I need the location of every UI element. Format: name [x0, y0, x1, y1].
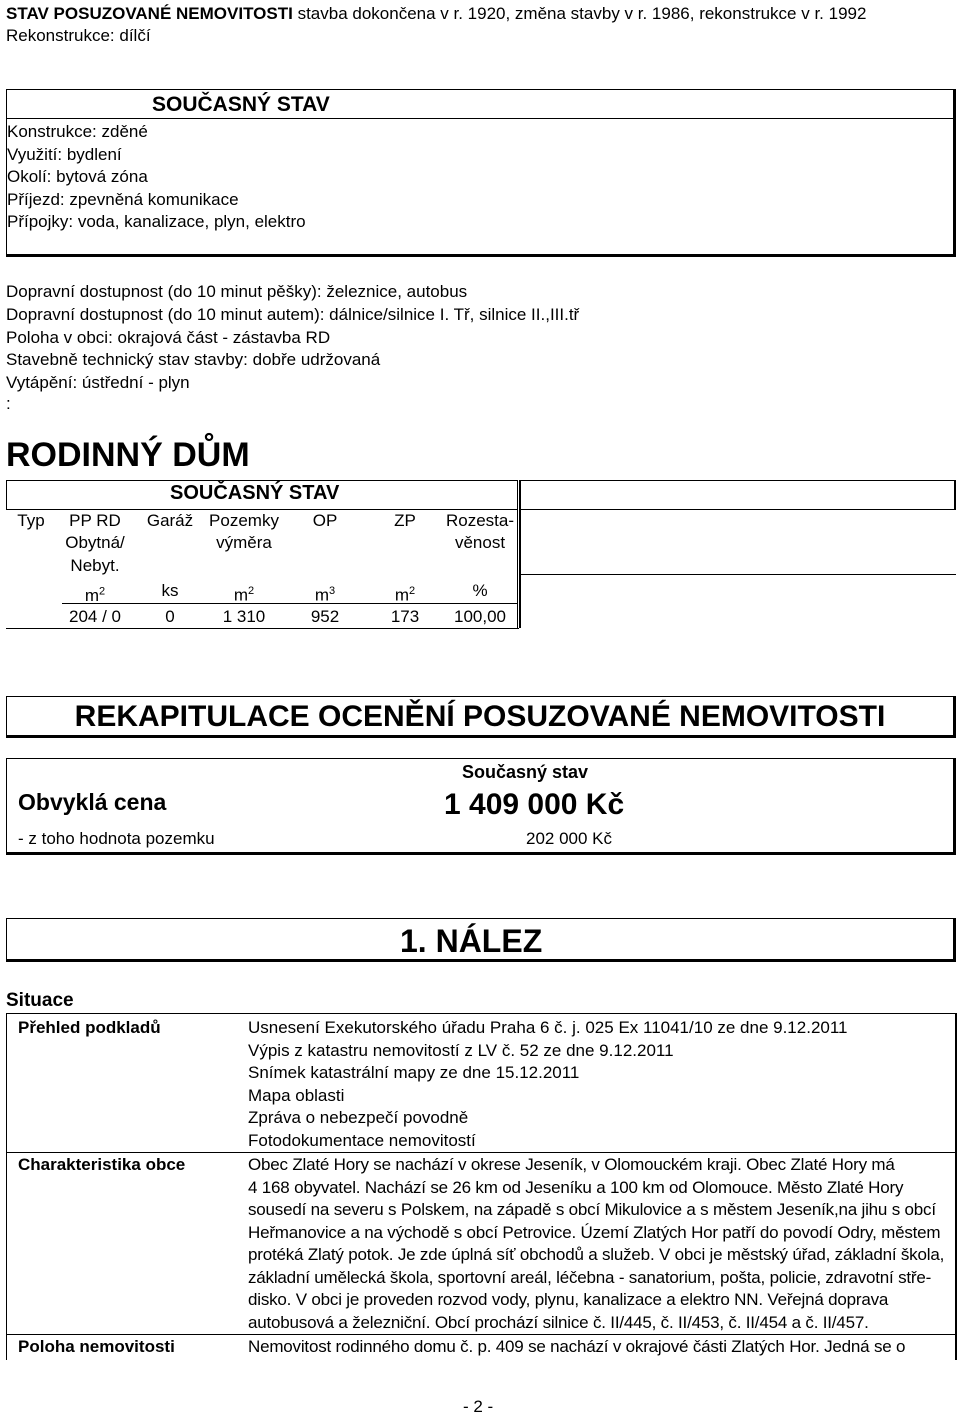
col-header-zp: ZP: [394, 511, 416, 530]
page-number: - 2 -: [463, 1397, 494, 1416]
municipality-line: disko. V obci je proveden rozvod vody, plynu, kanalizace a elektro NN. Veřejná doprava: [248, 1290, 889, 1309]
col-header-floor-area: PP RD: [69, 511, 121, 530]
location-label: Poloha nemovitosti: [18, 1337, 175, 1356]
col-header-floor-area-2: Obytná/: [65, 533, 125, 552]
value-land: 1 310: [222, 607, 266, 626]
current-state-title: SOUČASNÝ STAV: [152, 93, 330, 116]
finding-title: 1. NÁLEZ: [400, 923, 543, 959]
recap-land-value: 202 000 Kč: [526, 829, 613, 848]
header-construction-dates: stavba dokončena v r. 1920, změna stavby v r. 1986, rekonstrukce v r. 1992: [297, 4, 867, 23]
unit-floor-area: [62, 581, 128, 606]
municipality-label: Charakteristika obce: [18, 1155, 186, 1174]
current-state-item: Konstrukce: zděné: [7, 122, 148, 141]
overview-label: Přehled podkladů: [18, 1018, 161, 1037]
current-state-item: Příjezd: zpevněná komunikace: [7, 190, 239, 209]
current-state-divider: [6, 118, 954, 119]
municipality-line: Heřmanovice a na východě s obcí Petrovice. Území Zlatých Hor patří do povodí Odry, městem: [248, 1223, 941, 1242]
value-floor-area: 204 / 0: [69, 607, 121, 626]
col-header-land-2: výměra: [216, 533, 272, 552]
empty-box-right: [954, 480, 956, 510]
unit-garage: ks: [161, 581, 179, 600]
empty-box-top: [519, 480, 956, 481]
municipality-line: základní umělecká škola, sportovní areál, léčebna - sanatorium, pošta, policie, zdravotní stře-: [248, 1268, 932, 1287]
value-zp: 173: [390, 607, 420, 626]
col-header-type: Typ: [17, 511, 45, 530]
unit-ratio: %: [472, 581, 488, 600]
recap-price-value: 1 409 000 Kč: [444, 788, 625, 821]
house-table-top: [6, 480, 517, 481]
value-ratio: 100,00: [454, 607, 506, 626]
value-garage: 0: [165, 607, 175, 626]
value-op: 952: [310, 607, 340, 626]
municipality-line: 4 168 obyvatel. Nachází se 26 km od Jeseníku a 100 km od Olomouce. Město Zlaté Hory: [248, 1178, 904, 1197]
header-title: STAV POSUZOVANÉ NEMOVITOSTI: [6, 4, 293, 23]
current-state-item: Okolí: bytová zóna: [7, 167, 148, 186]
current-state-item: Využití: bydlení: [7, 145, 122, 164]
col-header-op: OP: [312, 511, 338, 530]
house-table-bottom: [6, 628, 519, 629]
header-reconstruction: Rekonstrukce: dílčí: [6, 26, 151, 45]
unit-op: $m^3$: [314, 585, 336, 605]
overview-item: Fotodokumentace nemovitostí: [248, 1131, 476, 1150]
situation-divider-1: [6, 1152, 956, 1153]
overview-item: Zpráva o nebezpečí povodně: [248, 1108, 469, 1127]
overview-item: Mapa oblasti: [248, 1086, 345, 1105]
unit-land: $m^2$: [233, 585, 255, 605]
overview-item: Snímek katastrální mapy ze dne 15.12.2011: [248, 1063, 580, 1082]
detail-colon: :: [6, 394, 11, 413]
overview-item: Usnesení Exekutorského úřadu Praha 6 č. j. 025 Ex 11041/10 ze dne 9.12.2011: [248, 1018, 848, 1037]
technical-condition: Stavebně technický stav stavby: dobře udržovaná: [6, 350, 381, 369]
empty-box-left: [519, 480, 521, 628]
col-header-garage: Garáž: [146, 511, 194, 530]
col-header-ratio: Rozesta-: [445, 511, 515, 530]
situation-heading: Situace: [6, 990, 74, 1011]
heating: Vytápění: ústřední - plyn: [6, 373, 190, 392]
municipality-line: autobusová a železniční. Obcí prochází silnice č. II/445, č. II/453, č. II/454 a č. II/457.: [248, 1313, 869, 1332]
recap-land-label: - z toho hodnota pozemku: [18, 829, 215, 848]
situation-divider-2: [6, 1334, 956, 1335]
col-header-ratio-2: věnost: [454, 533, 506, 552]
empty-box-divider-1: [519, 509, 956, 510]
empty-box-divider-2: [519, 574, 956, 575]
recap-title: REKAPITULACE OCENĚNÍ POSUZOVANÉ NEMOVITOSTI: [74, 700, 886, 733]
location-line: Nemovitost rodinného domu č. p. 409 se nachází v okrajové části Zlatých Hor. Jedná se o: [248, 1337, 906, 1356]
recap-price-label: Obvyklá cena: [18, 789, 167, 815]
current-state-item: Přípojky: voda, kanalizace, plyn, elektro: [7, 212, 306, 231]
recap-column-label: Současný stav: [462, 762, 589, 782]
col-header-land: Pozemky: [209, 511, 279, 530]
location-in-municipality: Poloha v obci: okrajová část - zástavba RD: [6, 328, 331, 347]
header-line-1: [6, 4, 866, 24]
transport-car: Dopravní dostupnost (do 10 minut autem): dálnice/silnice I. Tř, silnice II.,III.tř: [6, 305, 580, 324]
situation-box-right: [955, 1013, 957, 1360]
municipality-line: Obec Zlaté Hory se nachází v okrese Jeseník, v Olomouckém kraji. Obec Zlaté Hory má: [248, 1155, 895, 1174]
house-title: RODINNÝ DŮM: [6, 436, 250, 474]
house-table-right: [517, 480, 518, 628]
house-table-title: SOUČASNÝ STAV: [170, 482, 340, 504]
municipality-line: protéká Zlatý potok. Je zde úplná síť obchodů a služeb. V obci je městský úřad, základní škola,: [248, 1245, 945, 1264]
col-header-floor-area-3: Nebyt.: [70, 556, 120, 575]
house-units-divider: [62, 603, 517, 604]
house-table-title-divider: [6, 509, 517, 510]
unit-text: $m^2$: [84, 585, 106, 605]
overview-item: Výpis z katastru nemovitostí z LV č. 52 ze dne 9.12.2011: [248, 1041, 674, 1060]
transport-walk: Dopravní dostupnost (do 10 minut pěšky): železnice, autobus: [6, 282, 468, 301]
municipality-line: sousedí na severu s Polskem, na západě s obcí Mikulovice a s městem Jeseník,na jihu s obcí: [248, 1200, 936, 1219]
house-table-left: [6, 480, 7, 510]
unit-zp: $m^2$: [394, 585, 416, 605]
